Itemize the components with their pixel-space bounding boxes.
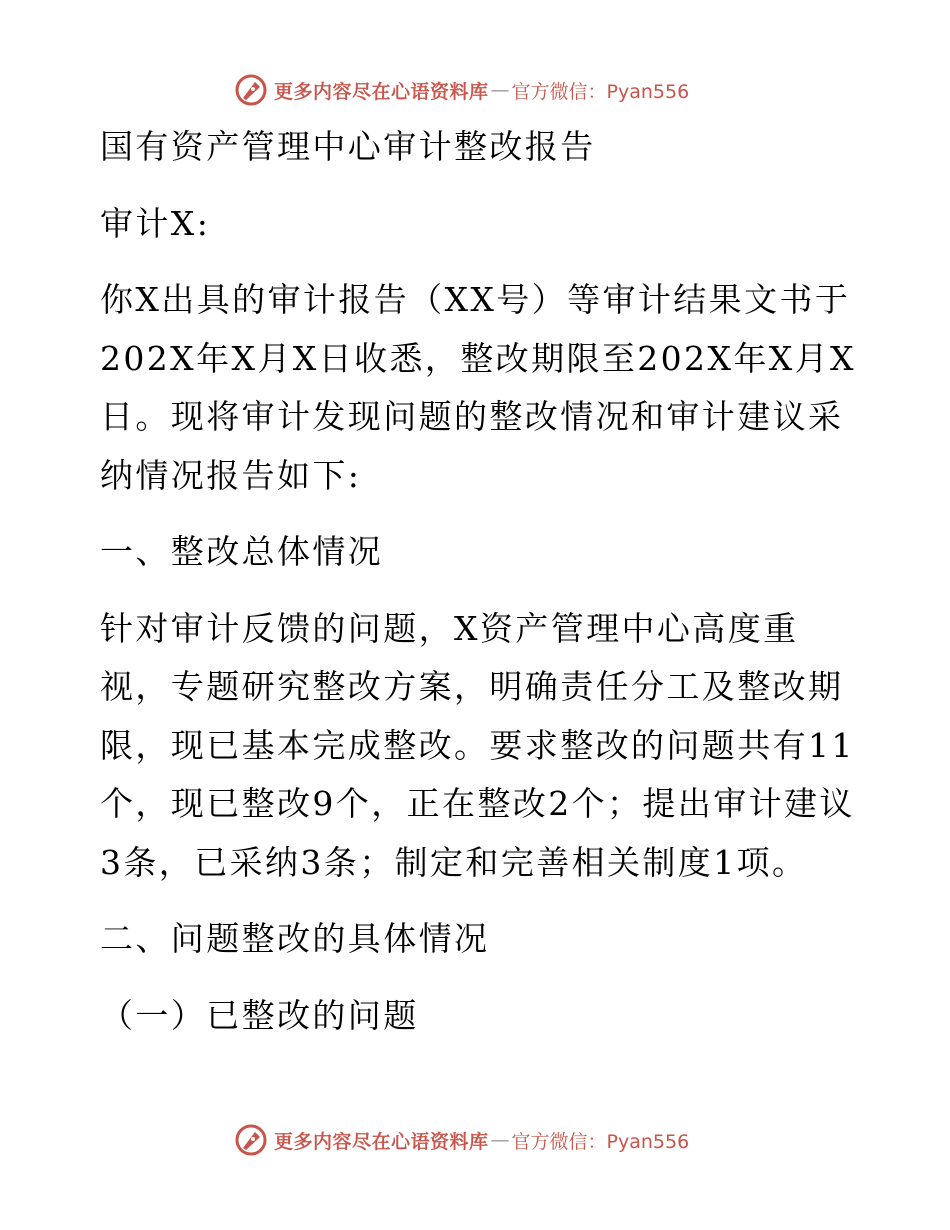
document-body	[100, 118, 860, 1045]
section-heading-specific: 二、问题整改的具体情况	[100, 919, 490, 958]
watermark-contact: 官方微信：Pyan556	[511, 80, 690, 103]
pen-nib-circle-icon	[234, 73, 268, 107]
watermark-header	[234, 70, 689, 110]
watermark-contact: 官方微信：Pyan556	[511, 1130, 690, 1153]
watermark-brand: 更多内容尽在心语资料库	[274, 1130, 489, 1153]
subsection-heading-rectified: （一）已整改的问题	[100, 995, 419, 1035]
intro-paragraph: 你X出具的审计报告（XX号）等审计结果文书于202X年X月X日收悉，整改期限至202X年X月X日。现将审计发现问题的整改情况和审计建议采纳情况报告如下:	[100, 280, 856, 495]
watermark-separator: —	[490, 1129, 510, 1151]
salutation: 审计X:	[100, 203, 211, 243]
watermark-separator: —	[490, 79, 510, 101]
watermark-footer	[234, 1120, 689, 1160]
section-heading-overall: 一、整改总体情况	[100, 532, 384, 571]
document-title: 国有资产管理中心审计整改报告	[100, 127, 596, 166]
pen-nib-circle-icon	[234, 1123, 268, 1157]
overall-paragraph: 针对审计反馈的问题，X资产管理中心高度重视，专题研究整改方案，明确责任分工及整改期限，现已基本完成整改。要求整改的问题共有11个，现已整改9个，正在整改2个；提出审计建议3条，已采纳3条；制定和完善相关制度1项。	[100, 608, 855, 882]
watermark-brand: 更多内容尽在心语资料库	[274, 80, 489, 103]
